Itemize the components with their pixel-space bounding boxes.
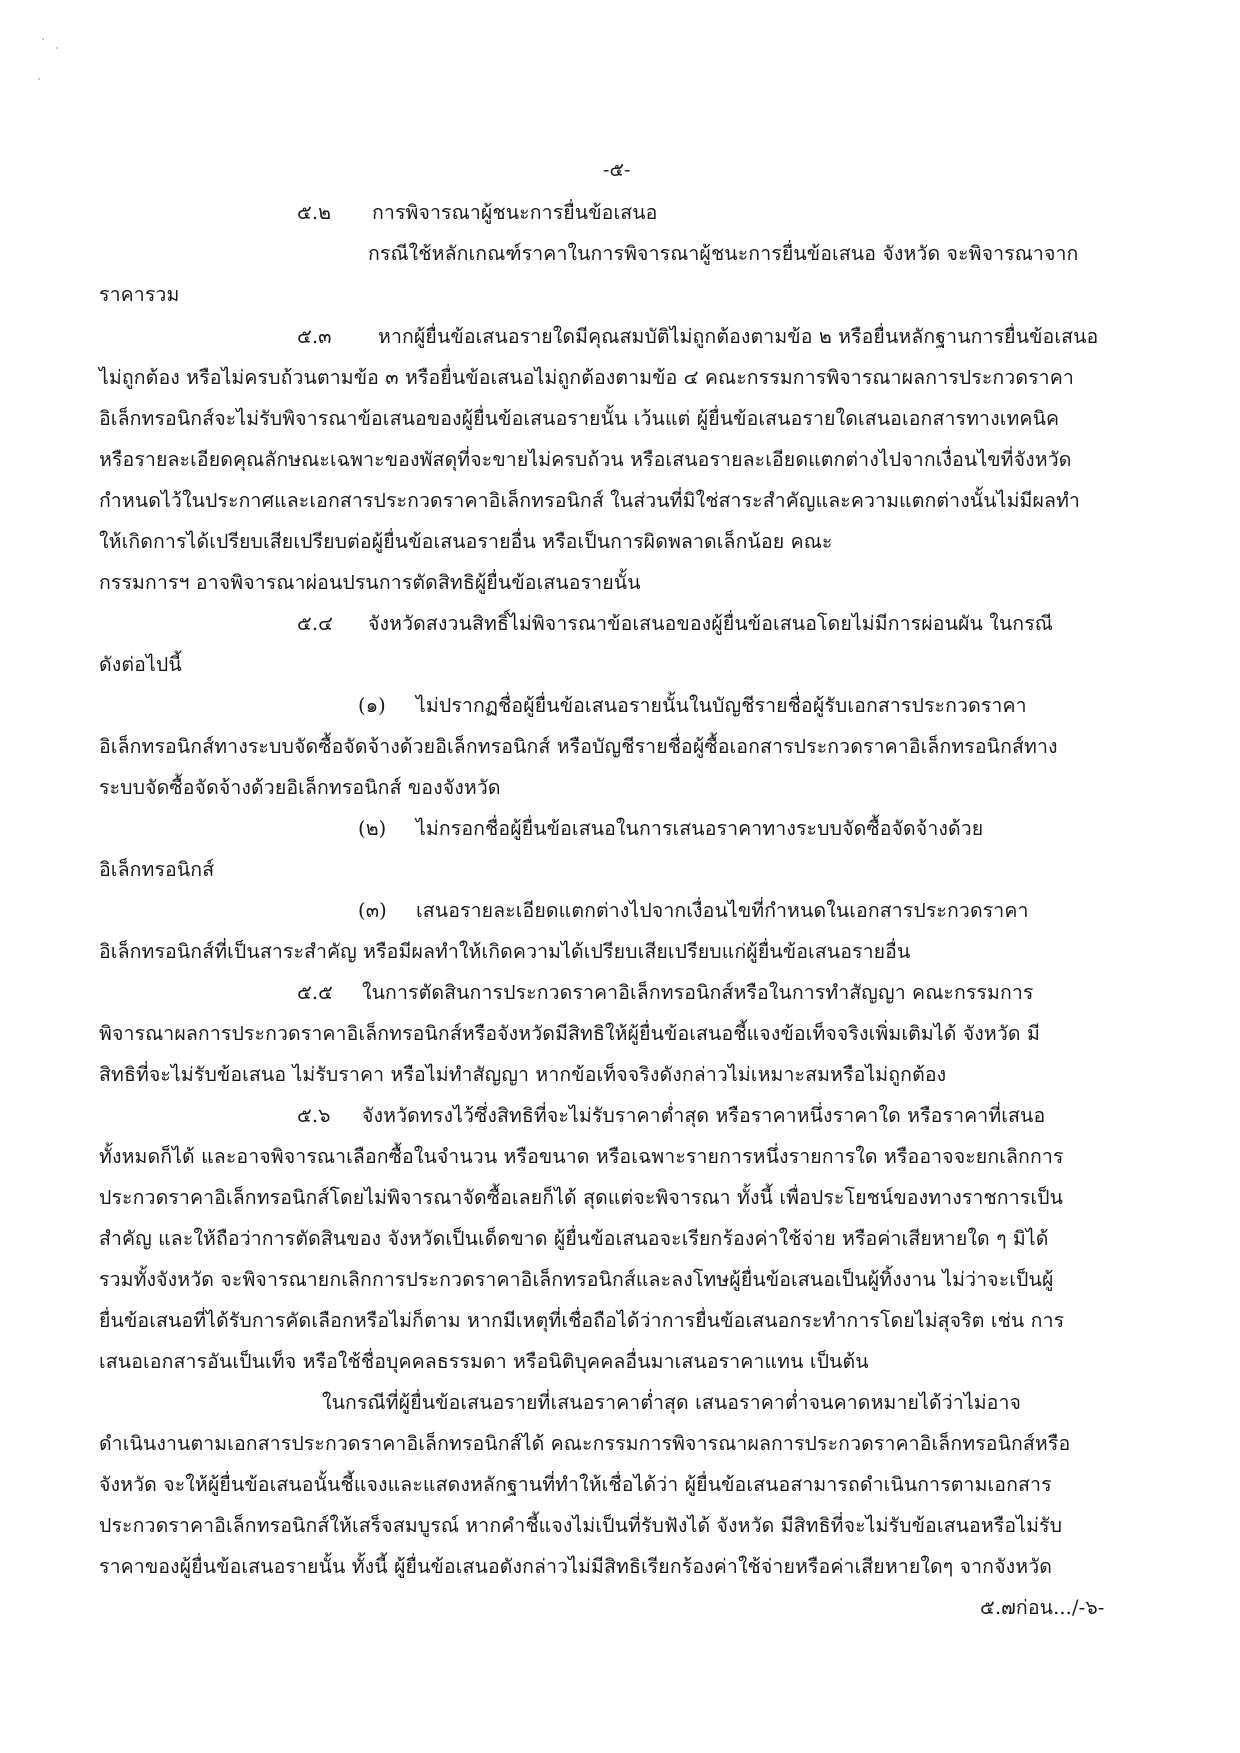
- scan-speck: [42, 38, 44, 40]
- section-5-6-number: ๕.๖: [297, 1104, 331, 1127]
- section-5-3-line: ไม่ถูกต้อง หรือไม่ครบถ้วนตามข้อ ๓ หรือยื่นข้อเสนอไม่ถูกต้องตามข้อ ๔ คณะกรรมการพิจารณาผลการประกวดราคา: [99, 366, 1074, 389]
- section-5-3-line: ให้เกิดการได้เปรียบเสียเปรียบต่อผู้ยื่นข้อเสนอรายอื่น หรือเป็นการผิดพลาดเล็กน้อย คณะ: [99, 530, 833, 553]
- section-5-5-line: ในการตัดสินการประกวดราคาอิเล็กทรอนิกส์หรือในการทำสัญญา คณะกรรมการ: [362, 981, 1034, 1004]
- item-3-line: อิเล็กทรอนิกส์ที่เป็นสาระสำคัญ หรือมีผลทำให้เกิดความได้เปรียบเสียเปรียบแก่ผู้ยื่นข้อเสนอรายอื่น: [99, 940, 911, 963]
- section-5-2-line: ราคารวม: [99, 283, 180, 306]
- section-5-2-number: ๕.๒: [297, 201, 332, 224]
- item-1-line: ระบบจัดซื้อจัดจ้างด้วยอิเล็กทรอนิกส์ ของจังหวัด: [99, 776, 501, 799]
- item-1-line: ไม่ปรากฏชื่อผู้ยื่นข้อเสนอรายนั้นในบัญชีรายชื่อผู้รับเอกสารประกวดราคา: [416, 694, 1027, 717]
- section-5-3-line: หรือรายละเอียดคุณลักษณะเฉพาะของพัสดุที่จะขายไม่ครบถ้วน หรือเสนอรายละเอียดแตกต่างไปจากเงื่อนไขที่จังหวัด: [99, 448, 1072, 471]
- scan-speck: [56, 47, 58, 49]
- section-5-3-line: กรรมการฯ อาจพิจารณาผ่อนปรนการตัดสิทธิผู้ยื่นข้อเสนอรายนั้น: [99, 571, 641, 594]
- item-1-number: (๑): [358, 694, 386, 717]
- section-5-6-line: จังหวัดทรงไว้ซึ่งสิทธิที่จะไม่รับราคาต่ำสุด หรือราคาหนึ่งราคาใด หรือราคาที่เสนอ: [362, 1104, 1046, 1127]
- section-5-4-number: ๕.๔: [297, 612, 334, 635]
- section-5-6-para2-line: ดำเนินงานตามเอกสารประกวดราคาอิเล็กทรอนิกส์ได้ คณะกรรมการพิจารณาผลการประกวดราคาอิเล็กทรอนิกส์หรือ: [99, 1432, 1071, 1455]
- section-5-4-line: ดังต่อไปนี้: [99, 653, 182, 676]
- section-5-6-line: ประกวดราคาอิเล็กทรอนิกส์โดยไม่พิจารณาจัดซื้อเลยก็ได้ สุดแต่จะพิจารณา ทั้งนี้ เพื่อประโยชน์ของทางราชการเป็น: [99, 1186, 1064, 1209]
- item-2-line: อิเล็กทรอนิกส์: [99, 858, 215, 881]
- section-5-3-line: หากผู้ยื่นข้อเสนอรายใดมีคุณสมบัติไม่ถูกต้องตามข้อ ๒ หรือยื่นหลักฐานการยื่นข้อเสนอ: [378, 325, 1099, 348]
- section-5-5-line: พิจารณาผลการประกวดราคาอิเล็กทรอนิกส์หรือจังหวัดมีสิทธิให้ผู้ยื่นข้อเสนอชี้แจงข้อเท็จจริงเพิ่มเติมได้ จังหวัด มี: [99, 1022, 1040, 1045]
- section-5-5-line: สิทธิที่จะไม่รับข้อเสนอ ไม่รับราคา หรือไม่ทำสัญญา หากข้อเท็จจริงดังกล่าวไม่เหมาะสมหรือไม่ถูกต้อง: [99, 1063, 947, 1086]
- section-5-6-line: ทั้งหมดก็ได้ และอาจพิจารณาเลือกซื้อในจำนวน หรือขนาด หรือเฉพาะรายการหนึ่งรายการใด หรืออาจจะยกเลิกการ: [99, 1145, 1064, 1168]
- section-5-2-title: การพิจารณาผู้ชนะการยื่นข้อเสนอ: [372, 201, 658, 224]
- section-5-3-number: ๕.๓: [297, 325, 332, 348]
- section-5-6-para2-line: ในกรณีที่ผู้ยื่นข้อเสนอรายที่เสนอราคาต่ำสุด เสนอราคาต่ำจนคาดหมายได้ว่าไม่อาจ: [322, 1391, 1022, 1414]
- section-5-3-line: กำหนดไว้ในประกาศและเอกสารประกวดราคาอิเล็กทรอนิกส์ ในส่วนที่มิใช่สาระสำคัญและความแตกต่างนั้นไม่มีผลทำ: [99, 489, 1080, 512]
- item-1-line: อิเล็กทรอนิกส์ทางระบบจัดซื้อจัดจ้างด้วยอิเล็กทรอนิกส์ หรือบัญชีรายชื่อผู้ซื้อเอกสารประกวดราคาอิเล็กทรอนิกส์ทาง: [99, 735, 1058, 758]
- item-3-number: (๓): [358, 899, 387, 922]
- section-5-2-line: กรณีใช้หลักเกณฑ์ราคาในการพิจารณาผู้ชนะการยื่นข้อเสนอ จังหวัด จะพิจารณาจาก: [368, 242, 1079, 265]
- section-5-6-line: เสนอเอกสารอันเป็นเท็จ หรือใช้ชื่อบุคคลธรรมดา หรือนิติบุคคลอื่นมาเสนอราคาแทน เป็นต้น: [99, 1350, 869, 1373]
- item-2-number: (๒): [358, 817, 387, 840]
- scan-speck: [38, 78, 40, 80]
- section-5-5-number: ๕.๕: [297, 981, 334, 1004]
- section-5-6-para2-line: ประกวดราคาอิเล็กทรอนิกส์ให้เสร็จสมบูรณ์ หากคำชี้แจงไม่เป็นที่รับฟังได้ จังหวัด มีสิทธิที่จะไม่รับข้อเสนอหรือไม่รับ: [99, 1514, 1063, 1537]
- page-number: -๕-: [603, 159, 631, 181]
- section-5-6-para2-line: ราคาของผู้ยื่นข้อเสนอรายนั้น ทั้งนี้ ผู้ยื่นข้อเสนอดังกล่าวไม่มีสิทธิเรียกร้องค่าใช้จ่ายหรือค่าเสียหายใดๆ จากจังหวัด: [99, 1555, 1053, 1578]
- section-5-6-line: ยื่นข้อเสนอที่ได้รับการคัดเลือกหรือไม่ก็ตาม หากมีเหตุที่เชื่อถือได้ว่าการยื่นข้อเสนอกระทำการโดยไม่สุจริต เช่น การ: [99, 1309, 1065, 1332]
- section-5-3-line: อิเล็กทรอนิกส์จะไม่รับพิจารณาข้อเสนอของผู้ยื่นข้อเสนอรายนั้น เว้นแต่ ผู้ยื่นข้อเสนอรายใดเสนอเอกสารทางเทคนิค: [99, 407, 1060, 430]
- section-5-6-para2-line: จังหวัด จะให้ผู้ยื่นข้อเสนอนั้นชี้แจงและแสดงหลักฐานที่ทำให้เชื่อได้ว่า ผู้ยื่นข้อเสนอสามารถดำเนินการตามเอกสาร: [99, 1473, 1052, 1496]
- item-2-line: ไม่กรอกชื่อผู้ยื่นข้อเสนอในการเสนอราคาทางระบบจัดซื้อจัดจ้างด้วย: [416, 817, 984, 840]
- section-5-6-line: รวมทั้งจังหวัด จะพิจารณายกเลิกการประกวดราคาอิเล็กทรอนิกส์และลงโทษผู้ยื่นข้อเสนอเป็นผู้ทิ้งงาน ไม่ว่าจะเป็นผู้: [99, 1268, 1054, 1291]
- section-5-4-line: จังหวัดสงวนสิทธิ์ไม่พิจารณาข้อเสนอของผู้ยื่นข้อเสนอโดยไม่มีการผ่อนผัน ในกรณี: [368, 612, 1053, 635]
- item-3-line: เสนอรายละเอียดแตกต่างไปจากเงื่อนไขที่กำหนดในเอกสารประกวดราคา: [416, 899, 1029, 922]
- section-5-6-line: สำคัญ และให้ถือว่าการตัดสินของ จังหวัดเป็นเด็ดขาด ผู้ยื่นข้อเสนอจะเรียกร้องค่าใช้จ่าย หรือค่าเสียหายใด ๆ มิได้: [99, 1227, 1049, 1250]
- footer-continuation: ๕.๗ก่อน.../-๖-: [980, 1596, 1105, 1619]
